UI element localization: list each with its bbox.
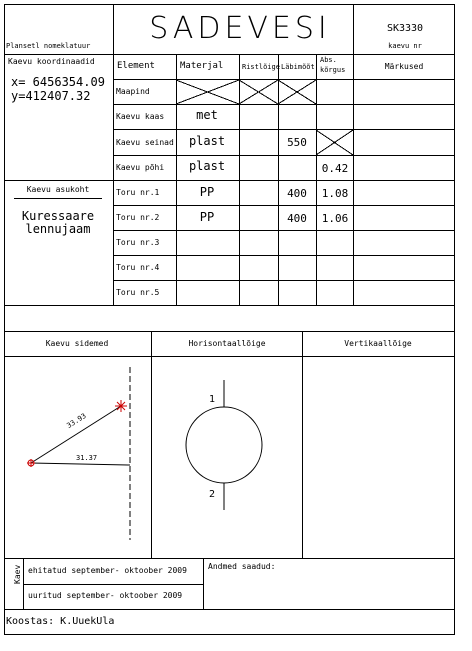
row-material: plast <box>188 134 226 148</box>
well-circle <box>186 407 262 483</box>
pipe-1-label: 1 <box>209 394 216 405</box>
row-height: 1.08 <box>321 187 349 200</box>
coordinate-x: x= 6456354.09 <box>11 75 105 89</box>
row-element: Maapind <box>116 87 150 96</box>
section-ties: Kaevu sidemed <box>45 339 109 348</box>
header-material: Materjal <box>180 61 224 71</box>
footer-surveyed: uuritud september- oktoober 2009 <box>28 591 183 600</box>
row-element: Toru nr.4 <box>116 263 160 272</box>
row-material: PP <box>199 210 215 224</box>
section-horizontal: Horisontaallõige <box>188 339 266 348</box>
row-diameter: 400 <box>287 212 307 225</box>
tie-distance-2: 31.37 <box>76 454 98 462</box>
section-vertical: Vertikaallõige <box>344 339 412 348</box>
location-label: Kaevu asukoht <box>26 185 90 194</box>
header-diameter: Läbimõõt <box>281 63 315 71</box>
location-label-underline <box>14 198 102 199</box>
row-element: Toru nr.3 <box>116 238 160 247</box>
row-element: Toru nr.1 <box>116 188 160 197</box>
header-notes: Märkused <box>384 62 424 71</box>
well-number: SK3330 <box>386 23 424 34</box>
location-line-1: Kuressaare <box>21 209 95 223</box>
document-title: SADEVESI <box>149 11 331 46</box>
row-height: 1.06 <box>321 212 349 225</box>
row-element: Toru nr.5 <box>116 288 160 297</box>
header-cross-section: Ristlõige <box>242 63 280 71</box>
header-element: Element <box>117 61 155 71</box>
row-element: Kaevu kaas <box>116 112 165 121</box>
row-material: plast <box>188 159 226 173</box>
tie-distance-1: 33.93 <box>65 411 88 430</box>
plan-nomenclature-label: Plansetl nomeklatuur <box>6 42 91 50</box>
footer-built: ehitatud september- oktoober 2009 <box>28 566 187 575</box>
footer-data-label: Andmed saadud: <box>208 562 276 571</box>
header-abs: Abs. <box>320 56 337 64</box>
row-diameter: 400 <box>287 187 307 200</box>
row-material: met <box>196 108 218 122</box>
header-height: kõrgus <box>320 66 346 74</box>
footer-author: Koostas: K.UuekUla <box>6 616 115 627</box>
footer-side-label: Kaev <box>13 564 22 584</box>
location-line-2: lennujaam <box>25 222 91 236</box>
row-element: Toru nr.2 <box>116 213 160 222</box>
pipe-2-label: 2 <box>209 489 216 500</box>
row-diameter: 550 <box>287 136 307 149</box>
row-element: Kaevu seinad <box>116 138 174 147</box>
coordinates-label: Kaevu koordinaadid <box>8 57 95 66</box>
row-element: Kaevu põhi <box>116 163 165 172</box>
row-material: PP <box>199 185 215 199</box>
well-number-label: kaevu nr <box>388 42 422 50</box>
row-height: 0.42 <box>321 162 349 175</box>
coordinate-y: y=412407.32 <box>11 89 91 103</box>
